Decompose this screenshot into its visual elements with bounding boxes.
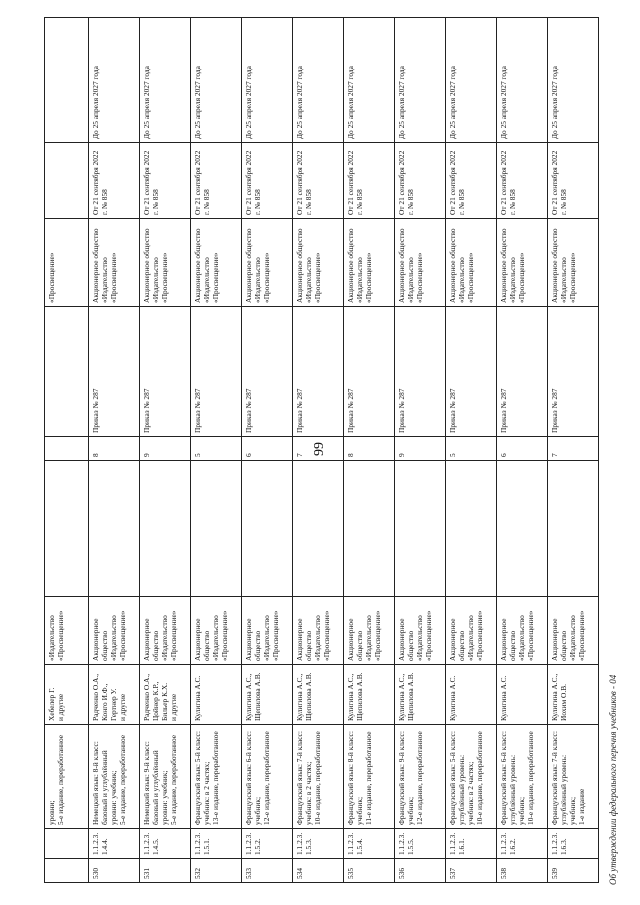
table-row	[395, 18, 446, 883]
grade-cell: 6	[242, 437, 293, 461]
order-cell: Приказ № 287	[242, 307, 293, 437]
grade-cell: 9	[140, 437, 191, 461]
empty-cell	[344, 461, 395, 597]
organization-cell: Акционерное общество «Издательство «Просвещение»	[89, 219, 140, 307]
code-cell: 1.1.2.3. 1.5.5.	[395, 829, 446, 859]
publisher-cell: Акционерное общество «Издательство «Просвещение»	[548, 597, 599, 665]
code-cell: 1.1.2.3. 1.4.4.	[89, 829, 140, 859]
code-cell: 1.1.2.3. 1.5.3.	[293, 829, 344, 859]
grade-cell: 7	[548, 437, 599, 461]
row-number-cell: 536	[395, 859, 446, 883]
row-number-cell: 532	[191, 859, 242, 883]
valid-until-cell: До 25 апреля 2027 года	[344, 18, 395, 143]
empty-cell	[140, 461, 191, 597]
code-cell: 1.1.2.3. 1.6.3.	[548, 829, 599, 859]
organization-cell: Акционерное общество «Издательство «Просвещение»	[242, 219, 293, 307]
code-cell: 1.1.2.3. 1.5.1.	[191, 829, 242, 859]
valid-until-cell: До 25 апреля 2027 года	[89, 18, 140, 143]
date-cell: От 21 сентября 2022 г. № 858	[89, 143, 140, 219]
organization-cell: Акционерное общество «Издательство «Просвещение»	[446, 219, 497, 307]
valid-until-cell: До 25 апреля 2027 года	[191, 18, 242, 143]
authors-cell: Хебелер Г. и другие	[45, 665, 89, 725]
date-cell: От 21 сентября 2022 г. № 858	[242, 143, 293, 219]
code-cell: 1.1.2.3. 1.4.5.	[140, 829, 191, 859]
publisher-cell: Акционерное общество «Издательство «Просвещение»	[89, 597, 140, 665]
authors-cell: Кулигина А.С.	[191, 665, 242, 725]
date-cell: От 21 сентября 2022 г. № 858	[497, 143, 548, 219]
table-body	[45, 18, 599, 883]
empty-cell	[446, 461, 497, 597]
table-row	[446, 18, 497, 883]
row-number-cell: 537	[446, 859, 497, 883]
order-cell: Приказ № 287	[293, 307, 344, 437]
order-cell: Приказ № 287	[548, 307, 599, 437]
code-cell: 1.1.2.3. 1.6.1.	[446, 829, 497, 859]
title-cell: Немецкий язык: 9-й класс: базовый и углублённый уровни: учебник; 5-е издание, переработанное	[140, 725, 191, 829]
publisher-cell: Акционерное общество «Издательство «Просвещение»	[497, 597, 548, 665]
code-cell: 1.1.2.3. 1.5.2.	[242, 829, 293, 859]
empty-cell	[89, 461, 140, 597]
authors-cell: Кулигина А.С., Щепилова А.В.	[344, 665, 395, 725]
date-cell: От 21 сентября 2022 г. № 858	[548, 143, 599, 219]
order-cell: Приказ № 287	[395, 307, 446, 437]
valid-until-cell: До 25 апреля 2027 года	[395, 18, 446, 143]
code-cell: 1.1.2.3. 1.6.2.	[497, 829, 548, 859]
publisher-cell: Акционерное общество «Издательство «Просвещение»	[446, 597, 497, 665]
grade-cell: 8	[344, 437, 395, 461]
publisher-cell: Акционерное общество «Издательство «Просвещение»	[293, 597, 344, 665]
authors-cell: Кулигина А.С., Иохим О.В.	[548, 665, 599, 725]
order-cell	[45, 307, 89, 437]
table-row	[497, 18, 548, 883]
row-number-cell	[45, 859, 89, 883]
valid-until-cell: До 25 апреля 2027 года	[548, 18, 599, 143]
authors-cell: Кулигина А.С., Щепилова А.В.	[395, 665, 446, 725]
title-cell: Французский язык: 6-й класс: учебник; 12-е издание, переработанное	[242, 725, 293, 829]
table-row	[89, 18, 140, 883]
authors-cell: Радченко О.А., Цойнер К.Р., Бильер К.Х. и другие	[140, 665, 191, 725]
order-cell: Приказ № 287	[140, 307, 191, 437]
table-row	[140, 18, 191, 883]
title-cell: Французский язык: 8-й класс: учебник; 11-е издание, переработанное	[344, 725, 395, 829]
grade-cell: 8	[89, 437, 140, 461]
organization-cell: Акционерное общество «Издательство «Просвещение»	[191, 219, 242, 307]
grade-cell: 7	[293, 437, 344, 461]
footer-note: Об утверждении федерального перечня учебников - 04	[608, 674, 618, 885]
empty-cell	[548, 461, 599, 597]
valid-until-cell	[45, 18, 89, 143]
organization-cell: Акционерное общество «Издательство «Просвещение»	[344, 219, 395, 307]
organization-cell: Акционерное общество «Издательство «Просвещение»	[497, 219, 548, 307]
table-row	[45, 18, 89, 883]
textbook-list-table	[44, 17, 599, 883]
authors-cell: Радченко О.А., Конго И.Ф., Гертнер У. и другие	[89, 665, 140, 725]
authors-cell: Кулигина А.С., Щепилова А.В.	[293, 665, 344, 725]
authors-cell: Кулигина А.С., Щепилова А.В.	[242, 665, 293, 725]
order-cell: Приказ № 287	[191, 307, 242, 437]
date-cell: От 21 сентября 2022 г. № 858	[140, 143, 191, 219]
empty-cell	[191, 461, 242, 597]
grade-cell: 5	[191, 437, 242, 461]
row-number-cell: 535	[344, 859, 395, 883]
order-cell: Приказ № 287	[446, 307, 497, 437]
valid-until-cell: До 25 апреля 2027 года	[242, 18, 293, 143]
code-cell: 1.1.2.3. 1.5.4.	[344, 829, 395, 859]
grade-cell: 6	[497, 437, 548, 461]
valid-until-cell: До 25 апреля 2027 года	[140, 18, 191, 143]
empty-cell	[497, 461, 548, 597]
organization-cell: Акционерное общество «Издательство «Просвещение»	[395, 219, 446, 307]
grade-cell	[45, 437, 89, 461]
table-row	[344, 18, 395, 883]
page-number: 99	[312, 442, 327, 456]
authors-cell: Кулигина А.С.	[497, 665, 548, 725]
publisher-cell: Акционерное общество «Издательство «Просвещение»	[140, 597, 191, 665]
row-number-cell: 531	[140, 859, 191, 883]
grade-cell: 9	[395, 437, 446, 461]
title-cell: Французский язык: 5-й класс: углублённый уровень: учебник: в 2 частях; 10-е издание, переработанное	[446, 725, 497, 829]
publisher-cell: Акционерное общество «Издательство «Просвещение»	[344, 597, 395, 665]
valid-until-cell: До 25 апреля 2027 года	[446, 18, 497, 143]
order-cell: Приказ № 287	[89, 307, 140, 437]
authors-cell: Кулигина А.С.	[446, 665, 497, 725]
valid-until-cell: До 25 апреля 2027 года	[293, 18, 344, 143]
title-cell: Французский язык: 9-й класс: учебник; 12-е издание, переработанное	[395, 725, 446, 829]
organization-cell: «Просвещение»	[45, 219, 89, 307]
title-cell: Французский язык: 7-й класс: углублённый уровень: учебник; 1-е издание	[548, 725, 599, 829]
publisher-cell: «Издательство «Просвещение»	[45, 597, 89, 665]
date-cell: От 21 сентября 2022 г. № 858	[446, 143, 497, 219]
empty-cell	[395, 461, 446, 597]
title-cell: Французский язык: 6-й класс: углублённый уровень: учебник; 10-е издание, переработанное	[497, 725, 548, 829]
table-row	[548, 18, 599, 883]
publisher-cell: Акционерное общество «Издательство «Просвещение»	[395, 597, 446, 665]
organization-cell: Акционерное общество «Издательство «Просвещение»	[548, 219, 599, 307]
date-cell: От 21 сентября 2022 г. № 858	[191, 143, 242, 219]
table-row	[242, 18, 293, 883]
valid-until-cell: До 25 апреля 2027 года	[497, 18, 548, 143]
table-row	[191, 18, 242, 883]
empty-cell	[293, 461, 344, 597]
row-number-cell: 539	[548, 859, 599, 883]
date-cell: От 21 сентября 2022 г. № 858	[293, 143, 344, 219]
title-cell: Французский язык: 7-й класс: учебник: в 2 частях; 10-е издание, переработанное	[293, 725, 344, 829]
row-number-cell: 538	[497, 859, 548, 883]
publisher-cell: Акционерное общество «Издательство «Просвещение»	[191, 597, 242, 665]
row-number-cell: 534	[293, 859, 344, 883]
date-cell	[45, 143, 89, 219]
row-number-cell: 530	[89, 859, 140, 883]
order-cell: Приказ № 287	[344, 307, 395, 437]
code-cell	[45, 829, 89, 859]
organization-cell: Акционерное общество «Издательство «Просвещение»	[140, 219, 191, 307]
empty-cell	[242, 461, 293, 597]
date-cell: От 21 сентября 2022 г. № 858	[344, 143, 395, 219]
grade-cell: 5	[446, 437, 497, 461]
date-cell: От 21 сентября 2022 г. № 858	[395, 143, 446, 219]
row-number-cell: 533	[242, 859, 293, 883]
title-cell: уровни; 5-е издание, переработанное	[45, 725, 89, 829]
table-row	[293, 18, 344, 883]
publisher-cell: Акционерное общество «Издательство «Просвещение»	[242, 597, 293, 665]
order-cell: Приказ № 287	[497, 307, 548, 437]
title-cell: Немецкий язык: 8-й класс: базовый и углублённый уровни: учебник; 5-е издание, переработанное	[89, 725, 140, 829]
organization-cell: Акционерное общество «Издательство «Просвещение»	[293, 219, 344, 307]
empty-cell	[45, 461, 89, 597]
title-cell: Французский язык: 5-й класс: учебник: в 2 частях; 13-е издание, переработанное	[191, 725, 242, 829]
